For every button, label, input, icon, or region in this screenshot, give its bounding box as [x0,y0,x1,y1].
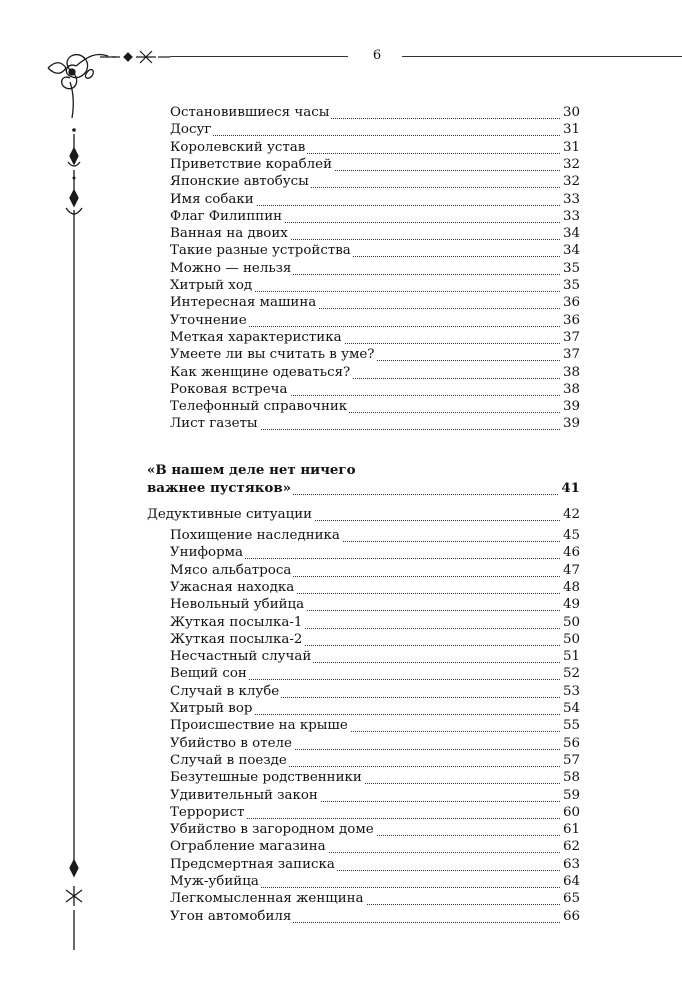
toc-entry-title: Флаг Филиппин [170,208,283,224]
toc-entry [0,665,682,683]
toc-entry-page: 63 [562,856,580,872]
toc-entry-page: 54 [562,701,580,716]
toc-entry [0,329,682,347]
toc-entry [0,717,682,735]
toc-entry-title: Похищение наследника [170,528,340,543]
toc-entry [0,838,682,856]
toc-entry [0,104,682,122]
toc-entry-title: Мясо альбатроса [170,562,292,578]
toc-entry [0,173,682,191]
toc-entry [0,208,682,226]
toc-entry-page: 37 [562,329,580,345]
toc-entry-title: Можно — нельзя [170,260,292,276]
toc-subsection-entry [0,506,682,524]
toc-entry-page: 33 [562,208,580,224]
toc-entry-title: Вещий сон [170,666,247,682]
toc-entry-title: Предсмертная записка [170,856,335,872]
toc-entry-title: Меткая характеристика [170,329,342,345]
toc-entry-title: Жуткая посылка-2 [170,631,303,647]
toc-entry-title: Остановившиеся часы [170,105,330,120]
toc-entry [0,821,682,839]
header-ornament [100,48,170,66]
toc-entry-page: 50 [562,614,580,630]
toc-entry-title: Удивительный закон [170,787,318,803]
toc-entry-page: 52 [562,666,580,682]
toc-entry-page: 60 [562,804,580,820]
toc-entry-title: Ванная на двоих [170,226,288,242]
toc-entry-page: 47 [562,562,580,578]
toc-entry [0,700,682,718]
toc-entry-page: 36 [562,312,580,328]
toc-entry-page: 31 [562,122,580,138]
toc-entry-page: 56 [562,735,580,751]
toc-entry-title: Как женщине одеваться? [170,364,351,380]
toc-entry [0,873,682,891]
toc-entry [0,614,682,632]
toc-entry-page: 42 [562,507,580,522]
toc-entry [0,908,682,926]
toc-entry-title: Уточнение [170,312,247,328]
toc-entry-title: Угон автомобиля [170,908,292,924]
toc-entry-title: «В нашем деле нет ничего [147,462,356,478]
toc-entry-title: Имя собаки [170,191,254,207]
toc-entry [0,381,682,399]
toc-entry-page: 55 [562,718,580,734]
toc-entry-title: Происшествие на крыше [170,718,348,734]
toc-entry-title: Несчастный случай [170,649,312,665]
toc-entry [0,631,682,649]
toc-entry-page: 57 [562,752,580,768]
toc-entry-title: Такие разные устройства [170,243,351,259]
toc-entry-title: Приветствие кораблей [170,156,333,172]
toc-entry [0,562,682,580]
toc-entry-title: Убийство в отеле [170,735,292,751]
toc-entry-title: Террорист [170,804,245,820]
toc-entry [0,735,682,753]
toc-entry-page: 36 [562,295,580,311]
toc-entry-page: 35 [562,278,580,293]
header-rule-right [402,56,682,57]
toc-entry [0,294,682,312]
toc-entry [0,890,682,908]
toc-entry-page: 32 [562,156,580,172]
toc-entry-title: Хитрый вор [170,701,253,716]
toc-entry-page: 33 [562,191,580,207]
toc-entry [0,648,682,666]
toc-entry-page: 61 [562,822,580,838]
toc-entry [0,242,682,260]
toc-entry [0,364,682,382]
toc-entry [0,596,682,614]
toc-entry-page: 49 [562,597,580,613]
toc-entry-page: 39 [562,416,580,432]
toc-entry [0,769,682,787]
toc-entry-title: Королевский устав [170,139,306,155]
toc-entry-title: Легкомысленная женщина [170,891,364,907]
toc-entry-page: 34 [562,243,580,259]
toc-entry-page: 58 [562,770,580,786]
toc-entry-page: 41 [561,480,580,496]
toc-entry-title: Невольный убийца [170,597,305,613]
toc-entry-page: 30 [562,105,580,120]
toc-entry-page: 46 [562,545,580,561]
toc-entry [0,225,682,243]
toc-entry [0,415,682,433]
toc-entry [0,346,682,364]
toc-entry-title: Жуткая посылка-1 [170,614,303,630]
toc-entry-title: Хитрый ход [170,278,253,293]
toc-entry-page: 64 [562,874,580,889]
toc-entry-page: 39 [562,399,580,415]
toc-section-entry [0,480,682,498]
toc-entry-page: 32 [562,174,580,190]
toc-entry-page: 35 [562,260,580,276]
toc-entry-page: 65 [562,891,580,907]
toc-entry-title: Японские автобусы [170,174,309,190]
toc-entry [0,139,682,157]
toc-entry-title: Умеете ли вы считать в уме? [170,347,375,363]
toc-entry-page: 51 [562,649,580,665]
toc-section-title [0,462,682,480]
toc-entry-title: Ужасная находка [170,579,295,595]
toc-entry [0,121,682,139]
toc-entry [0,260,682,278]
toc-entry-page: 38 [562,381,580,397]
toc-entry-page: 34 [562,226,580,242]
toc-entry-title: Униформа [170,545,244,561]
toc-entry [0,752,682,770]
toc-entry-title: Случай в поезде [170,752,287,768]
toc-entry-page: 50 [562,631,580,647]
toc-entry-title: Ограбление магазина [170,839,326,855]
toc-entry-title: Убийство в загородном доме [170,822,374,838]
toc-entry [0,527,682,545]
toc-entry [0,804,682,822]
toc-entry [0,579,682,597]
toc-entry [0,277,682,295]
toc-entry [0,156,682,174]
toc-entry-title: Случай в клубе [170,683,280,699]
toc-entry-title: Интересная машина [170,295,317,311]
toc-entry-title: Муж-убийца [170,874,259,889]
toc-entry-page: 59 [562,787,580,803]
toc-entry-page: 37 [562,347,580,363]
page-number: 6 [372,48,382,63]
toc-entry [0,312,682,330]
toc-entry-title: Телефонный справочник [170,399,348,415]
toc-entry-page: 48 [562,579,580,595]
toc-entry [0,683,682,701]
toc-entry-page: 38 [562,364,580,380]
toc-entry [0,787,682,805]
toc-entry [0,856,682,874]
toc-entry-page: 66 [562,908,580,924]
toc-leader-dots [170,134,576,136]
toc-entry-title: Дедуктивные ситуации [147,507,313,522]
toc-entry-title: Безутешные родственники [170,770,362,786]
toc-entry [0,398,682,416]
toc-entry [0,191,682,209]
toc-entry-title: Досуг [170,122,212,138]
toc-entry-page: 53 [562,683,580,699]
toc-entry-page: 45 [562,528,580,543]
header-rule-left [170,56,348,57]
toc-entry-page: 31 [562,139,580,155]
toc-entry-title: важнее пустяков» [147,480,291,496]
toc-entry-title: Лист газеты [170,416,258,432]
toc-entry-title: Роковая встреча [170,381,288,397]
toc-entry-page: 62 [562,839,580,855]
toc-entry [0,544,682,562]
